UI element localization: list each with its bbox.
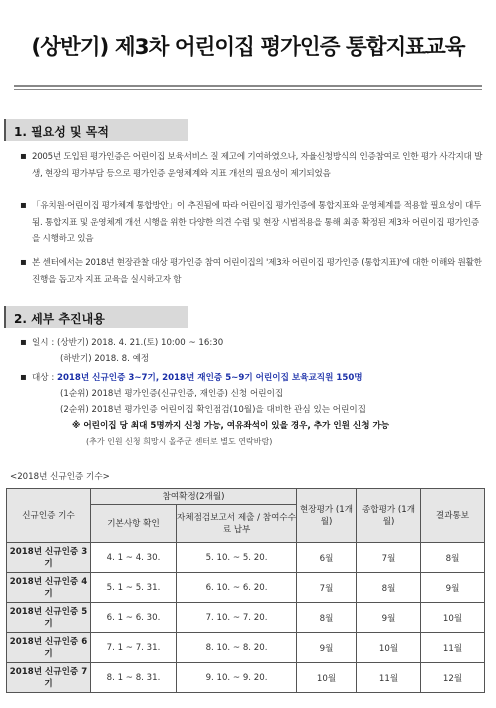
row-self: 9. 10. ~ 9. 20. [177, 663, 297, 693]
row-cohort: 2018년 신규인증 7기 [7, 663, 91, 693]
target-item: ▪ 대상 : 2018년 신규인증 3~7기, 2018년 재인증 5~9기 어린이집 보육교직원 150명 (1순위) 2018년 평가인증(신규인증, 재인증) 신청 어린이집 (2순위) 2018년 평가인증 어린이집 확인점검(10월)을 대비한 관심 있는 어린이집 ※ 어린이집 당 최대 5명까지 신청 가능, 여유좌석이 있을 경우, 추가 인원 신청 가능 (추가 인원 신청 희망시 올주군 센터로 별도 연락바람) [20, 370, 486, 450]
row-site: 6월 [297, 543, 357, 573]
table-caption: <2018년 신규인증 기수> [10, 472, 110, 482]
row-basic: 8. 1 ~ 8. 31. [91, 663, 177, 693]
target-main: 2018년 신규인증 3~7기, 2018년 재인증 5~9기 어린이집 보육교직원 150명 [56, 373, 363, 383]
table-row [7, 603, 485, 633]
row-overall: 11월 [357, 663, 421, 693]
row-result: 11월 [421, 633, 485, 663]
schedule-table [6, 488, 485, 693]
purpose-bullet-1: ▪ 2005년 도입된 평가인증은 어린이집 보육서비스 질 제고에 기여하였으나, 자율신청방식의 인증참여로 인한 평가 사각지대 발생, 현장의 평가부담 등으로 평가인증 운영체계와 지표 개선의 필요성이 제기되었음 [20, 149, 486, 182]
row-result: 8월 [421, 543, 485, 573]
row-overall: 8월 [357, 573, 421, 603]
header-cohort: 신규인증 기수 [7, 489, 91, 543]
purpose-bullet-2: ▪ 「유치원·어린이집 평가체계 통합방안」이 추진됨에 따라 어린이집 평가인증에 통합지표와 운영체계를 적용할 필요성이 대두됨. 통합지표 및 운영체계 개선 시행을 위한 다양한 의견 수렴 및 현장 시범적용을 통해 최종 확정된 제3차 어린이집 평가인증을 시행하고 있음 [20, 198, 486, 248]
row-cohort: 2018년 신규인증 3기 [7, 543, 91, 573]
row-site: 9월 [297, 633, 357, 663]
title-divider-thin [14, 89, 482, 90]
row-self: 6. 10. ~ 6. 20. [177, 573, 297, 603]
row-basic: 7. 1 ~ 7. 31. [91, 633, 177, 663]
schedule-second-half: (하반기) 2018. 8. 예정 [60, 354, 150, 364]
header-site-eval: 현장평가 (1개월) [297, 489, 357, 543]
application-note: ※ 어린이집 당 최대 5명까지 신청 가능, 여유좌석이 있을 경우, 추가 인원 신청 가능 [72, 421, 390, 431]
row-result: 12월 [421, 663, 485, 693]
row-site: 8월 [297, 603, 357, 633]
purpose-bullet-3: ▪ 본 센터에서는 2018년 현장관찰 대상 평가인증 참여 어린이집의 '제3차 어린이집 평가인증 (통합지표)'에 대한 이해와 원활한 진행을 돕고자 지표 교육을 실시하고자 함 [20, 255, 486, 288]
row-overall: 7월 [357, 543, 421, 573]
table-row [7, 573, 485, 603]
row-result: 9월 [421, 573, 485, 603]
row-overall: 10월 [357, 633, 421, 663]
row-cohort: 2018년 신규인증 5기 [7, 603, 91, 633]
row-cohort: 2018년 신규인증 6기 [7, 633, 91, 663]
section-heading-details: 2. 세부 추진내용 [4, 306, 188, 328]
schedule-label: 일시 [32, 338, 49, 348]
application-note-contact: (추가 인원 신청 희망시 올주군 센터로 별도 연락바람) [86, 437, 273, 446]
row-site: 10월 [297, 663, 357, 693]
target-priority-1: (1순위) 2018년 평가인증(신규인증, 재인증) 신청 어린이집 [60, 389, 284, 399]
target-priority-2: (2순위) 2018년 평가인증 어린이집 확인점검(10월)을 대비한 관심 있는 어린이집 [60, 405, 366, 415]
header-participation: 참여확정(2개월) [91, 489, 297, 505]
schedule-first-half: (상반기) 2018. 4. 21.(토) 10:00 ~ 16:30 [56, 338, 224, 348]
section-heading-purpose: 1. 필요성 및 목적 [4, 119, 188, 141]
table-row [7, 543, 485, 573]
row-result: 10월 [421, 603, 485, 633]
header-basic-check: 기본사항 확인 [91, 505, 177, 543]
table-row [7, 663, 485, 693]
row-basic: 6. 1 ~ 6. 30. [91, 603, 177, 633]
header-self-report: 자체점검보고서 제출 / 참여수수료 납부 [177, 505, 297, 543]
header-result: 결과통보 [421, 489, 485, 543]
row-overall: 9월 [357, 603, 421, 633]
row-self: 5. 10. ~ 5. 20. [177, 543, 297, 573]
title-divider [14, 85, 482, 87]
row-site: 7월 [297, 573, 357, 603]
schedule-item: ▪ 일시 : (상반기) 2018. 4. 21.(토) 10:00 ~ 16:30 (하반기) 2018. 8. 예정 [20, 335, 486, 367]
row-basic: 4. 1 ~ 4. 30. [91, 543, 177, 573]
row-self: 7. 10. ~ 7. 20. [177, 603, 297, 633]
page-title: (상반기) 제3차 어린이집 평가인증 통합지표교육 [31, 35, 465, 60]
row-basic: 5. 1 ~ 5. 31. [91, 573, 177, 603]
row-self: 8. 10. ~ 8. 20. [177, 633, 297, 663]
header-overall-eval: 종합평가 (1개월) [357, 489, 421, 543]
target-label: 대상 [32, 373, 49, 383]
row-cohort: 2018년 신규인증 4기 [7, 573, 91, 603]
table-row [7, 633, 485, 663]
